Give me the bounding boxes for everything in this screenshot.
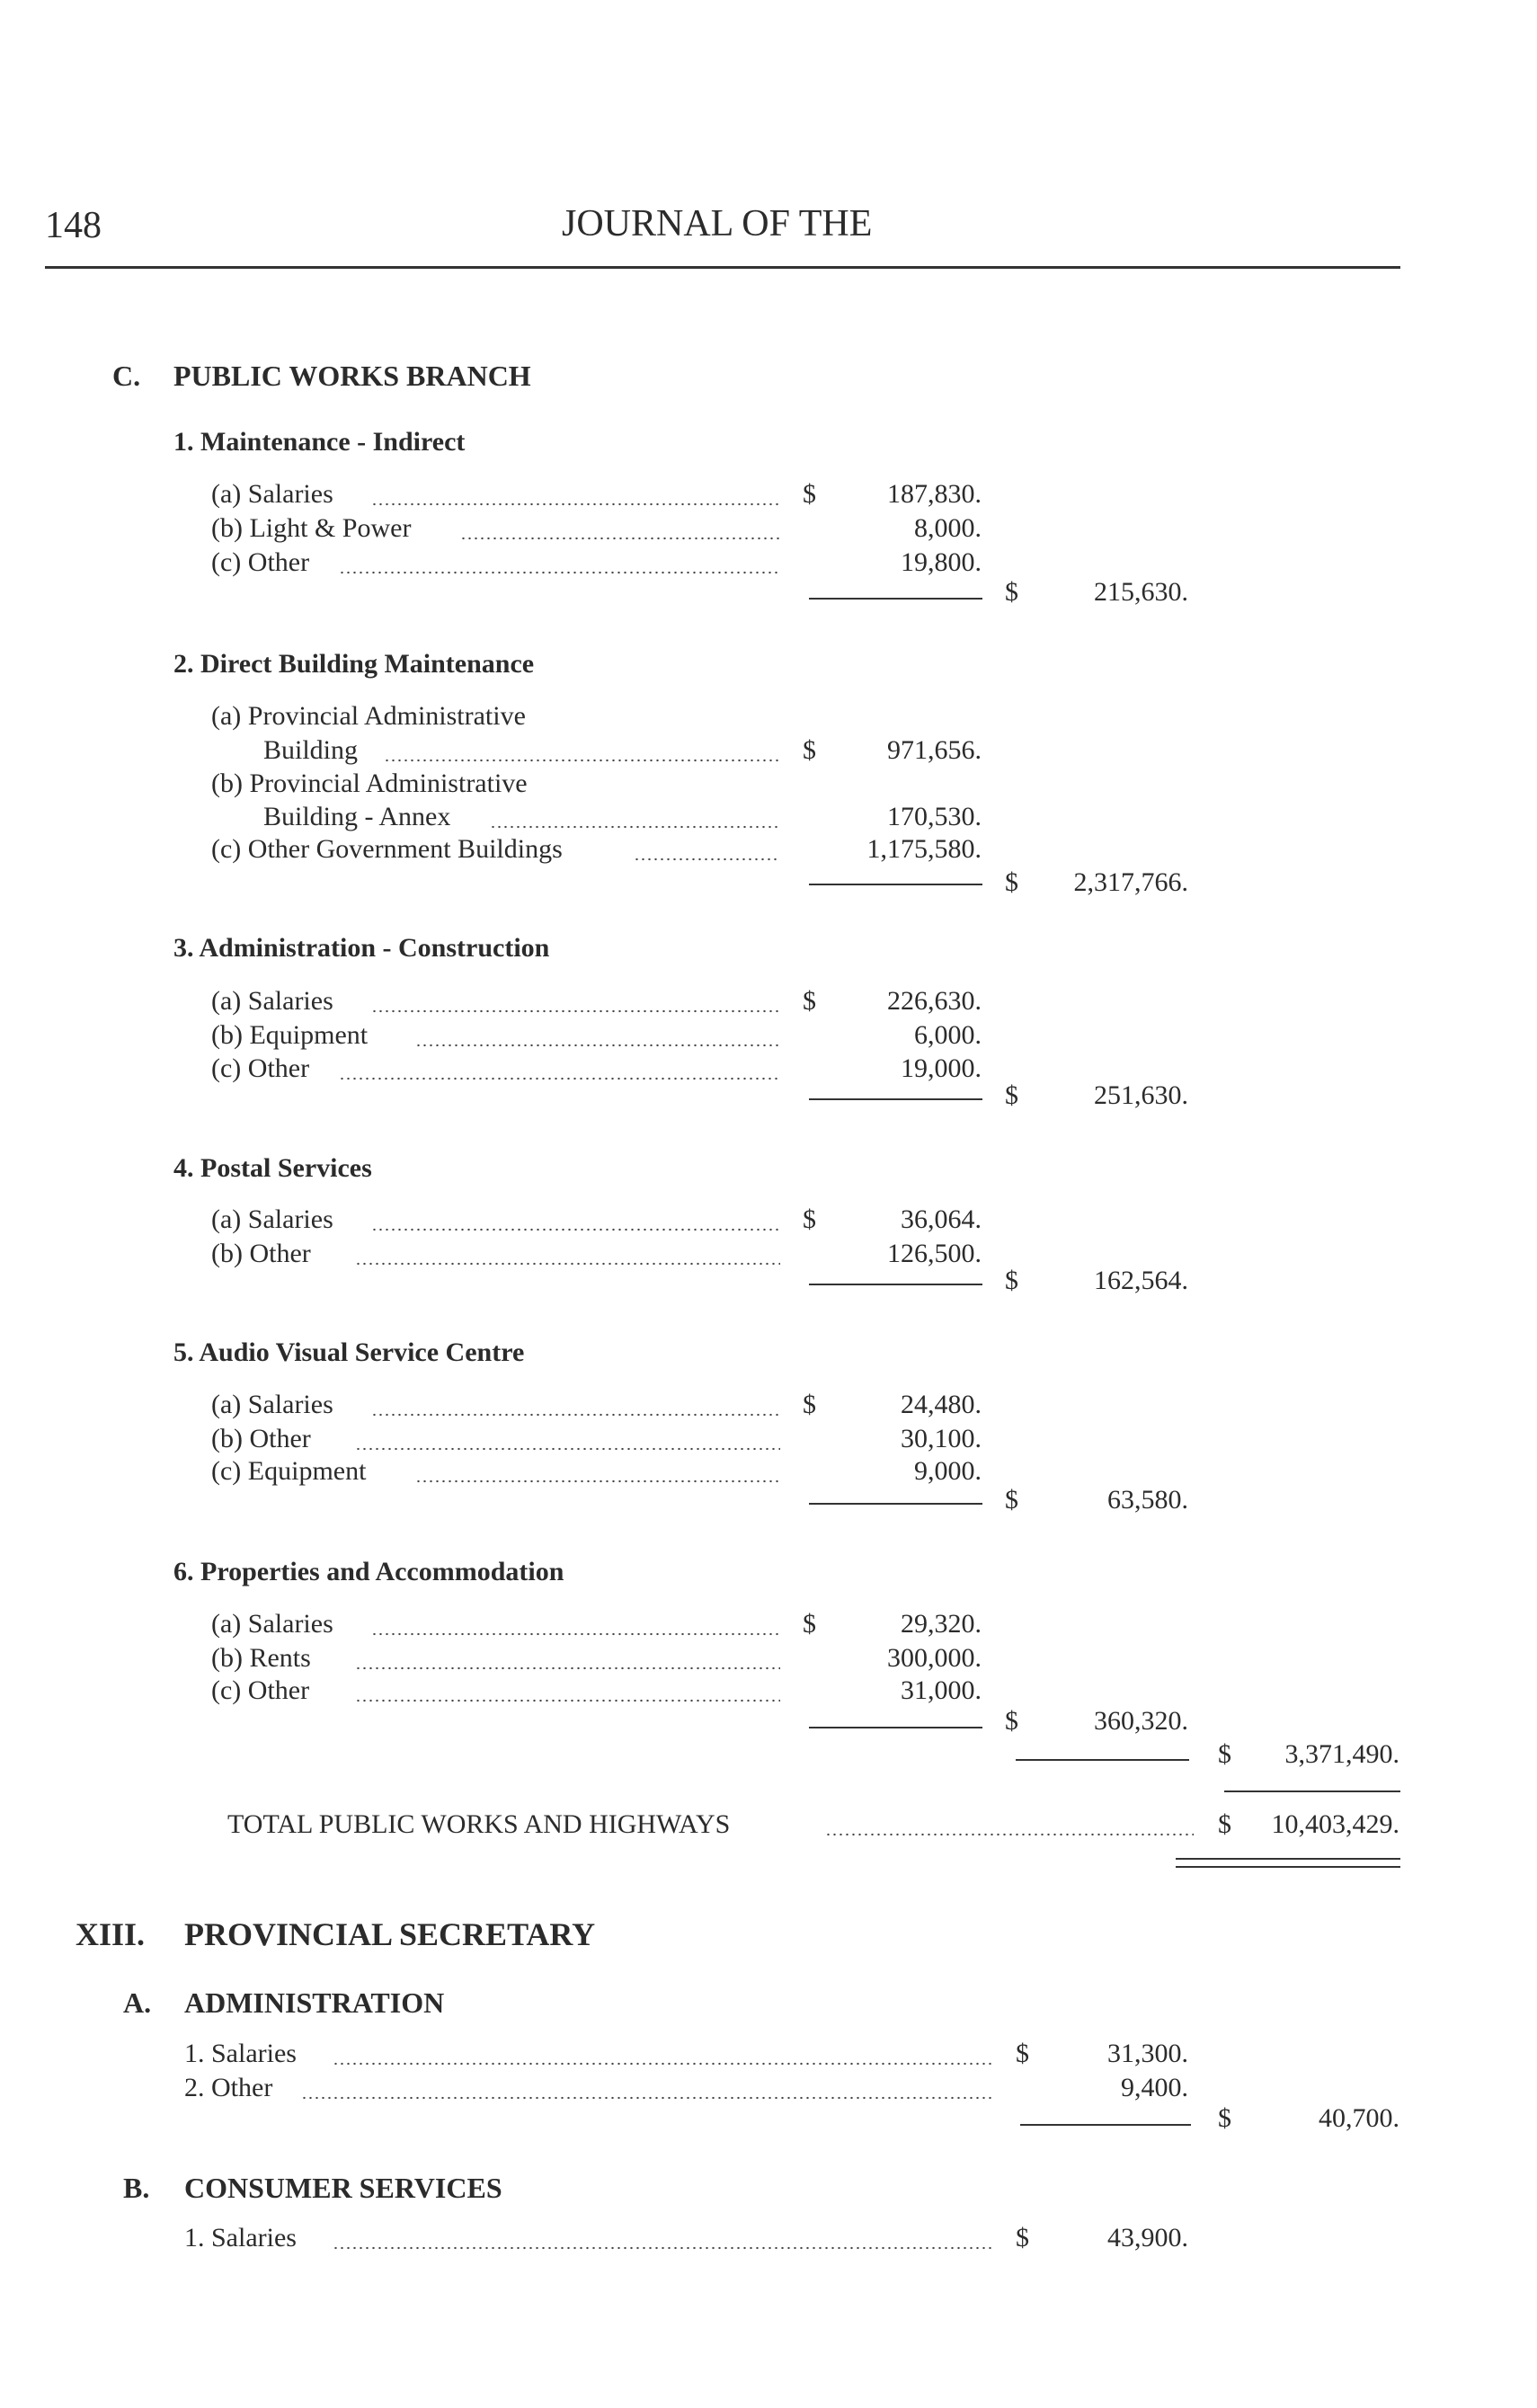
section-title: CONSUMER SERVICES <box>184 2172 502 2204</box>
currency-sign: $ <box>803 735 816 765</box>
dot-leader <box>415 1044 780 1047</box>
item-label: (c) Other Government Buildings <box>211 834 563 864</box>
dot-leader <box>333 2062 991 2066</box>
section-title: PUBLIC WORKS BRANCH <box>173 360 531 392</box>
subsection-heading: 4. Postal Services <box>173 1153 372 1183</box>
subsection-heading: 2. Direct Building Maintenance <box>173 649 535 679</box>
item-amount: 170,530. <box>887 802 982 831</box>
subtotal-rule <box>809 1503 982 1505</box>
subsection-heading: 5. Audio Visual Service Centre <box>173 1337 525 1367</box>
item-label: 1. Salaries <box>184 2039 297 2068</box>
item-amount: 187,830. <box>887 479 982 509</box>
section-letter: C. <box>112 360 141 392</box>
item-label: 1. Salaries <box>184 2223 297 2253</box>
item-label: (a) Salaries <box>211 1390 333 1419</box>
currency-sign: $ <box>803 986 816 1016</box>
dot-leader <box>634 857 780 861</box>
dot-leader <box>415 1479 780 1483</box>
grand-total-amount: 10,403,429. <box>1271 1809 1399 1839</box>
dot-leader <box>371 502 780 506</box>
page-title: JOURNAL OF THE <box>562 203 873 244</box>
item-label: (b) Rents <box>211 1643 311 1673</box>
item-label-continued: Building <box>263 735 359 765</box>
double-rule-bottom <box>1176 1866 1400 1868</box>
double-rule-top <box>1176 1858 1400 1860</box>
dot-leader <box>825 1833 1194 1836</box>
currency-sign: $ <box>1016 2039 1029 2068</box>
grand-total-rule <box>1224 1790 1400 1792</box>
item-amount: 971,656. <box>887 735 982 765</box>
dot-leader <box>301 2096 991 2100</box>
dot-leader <box>339 1077 780 1080</box>
item-amount: 31,000. <box>901 1675 982 1705</box>
branch-total-rule <box>1016 1759 1189 1761</box>
subtotal-amount: 215,630. <box>1094 577 1188 607</box>
subtotal-rule <box>809 884 982 885</box>
currency-sign: $ <box>1218 2103 1231 2133</box>
currency-sign: $ <box>1005 1485 1018 1515</box>
currency-sign: $ <box>1005 867 1018 897</box>
item-amount: 19,800. <box>901 547 982 577</box>
subtotal-amount: 2,317,766. <box>1073 867 1188 897</box>
subtotal-amount: 63,580. <box>1107 1485 1188 1515</box>
dot-leader <box>384 759 780 762</box>
item-amount: 31,300. <box>1107 2039 1188 2068</box>
item-amount: 30,100. <box>901 1424 982 1453</box>
currency-sign: $ <box>1218 1739 1231 1769</box>
subtotal-rule <box>809 1284 982 1285</box>
item-label: (c) Other <box>211 1675 310 1705</box>
subsection-heading: 6. Properties and Accommodation <box>173 1557 564 1586</box>
dot-leader <box>355 1447 780 1451</box>
item-label: (b) Light & Power <box>211 513 412 543</box>
currency-sign: $ <box>803 479 816 509</box>
item-amount: 6,000. <box>914 1020 982 1050</box>
dot-leader <box>339 571 780 574</box>
dot-leader <box>333 2246 991 2250</box>
subtotal-amount: 162,564. <box>1094 1266 1188 1295</box>
item-amount: 9,400. <box>1121 2073 1188 2102</box>
subsection-heading: 3. Administration - Construction <box>173 933 550 963</box>
subtotal-rule <box>809 1098 982 1100</box>
currency-sign: $ <box>803 1204 816 1234</box>
currency-sign: $ <box>1016 2223 1029 2253</box>
item-label-continued: Building - Annex <box>263 802 451 831</box>
item-label: (c) Equipment <box>211 1456 367 1486</box>
subtotal-rule <box>1020 2124 1191 2126</box>
item-amount: 126,500. <box>887 1239 982 1268</box>
section-numeral: XIII. <box>76 1916 146 1952</box>
section-title: PROVINCIAL SECRETARY <box>184 1916 596 1952</box>
item-amount: 1,175,580. <box>866 834 982 864</box>
item-amount: 19,000. <box>901 1053 982 1083</box>
item-label: (c) Other <box>211 547 310 577</box>
item-label: (b) Other <box>211 1424 311 1453</box>
currency-sign: $ <box>1005 1706 1018 1736</box>
item-label: (c) Other <box>211 1053 310 1083</box>
subtotal-rule <box>809 598 982 600</box>
currency-sign: $ <box>1005 1266 1018 1295</box>
currency-sign: $ <box>803 1390 816 1419</box>
item-label: 2. Other <box>184 2073 273 2102</box>
item-label: (a) Salaries <box>211 1204 333 1234</box>
section-letter: A. <box>123 1986 152 2019</box>
item-amount: 43,900. <box>1107 2223 1188 2253</box>
item-amount: 24,480. <box>901 1390 982 1419</box>
grand-total-label: TOTAL PUBLIC WORKS AND HIGHWAYS <box>227 1809 731 1839</box>
dot-leader <box>490 825 780 829</box>
item-amount: 36,064. <box>901 1204 982 1234</box>
item-label: (b) Other <box>211 1239 311 1268</box>
subtotal-rule <box>809 1727 982 1728</box>
item-amount: 29,320. <box>901 1609 982 1639</box>
dot-leader <box>460 537 780 540</box>
item-label: (a) Provincial Administrative <box>211 701 526 731</box>
item-amount: 9,000. <box>914 1456 982 1486</box>
dot-leader <box>371 1009 780 1013</box>
item-amount: 226,630. <box>887 986 982 1016</box>
section-title: ADMINISTRATION <box>184 1986 445 2019</box>
dot-leader <box>371 1632 780 1636</box>
dot-leader <box>371 1228 780 1231</box>
branch-total-amount: 3,371,490. <box>1284 1739 1399 1769</box>
item-amount: 8,000. <box>914 513 982 543</box>
item-amount: 300,000. <box>887 1643 982 1673</box>
item-label: (a) Salaries <box>211 1609 333 1639</box>
subsection-heading: 1. Maintenance - Indirect <box>173 427 466 457</box>
currency-sign: $ <box>1005 577 1018 607</box>
subtotal-amount: 251,630. <box>1094 1080 1188 1110</box>
subtotal-amount: 360,320. <box>1094 1706 1188 1736</box>
currency-sign: $ <box>803 1609 816 1639</box>
page-number: 148 <box>45 205 102 246</box>
item-label: (b) Equipment <box>211 1020 369 1050</box>
section-total-amount: 40,700. <box>1319 2103 1399 2133</box>
section-letter: B. <box>123 2172 150 2204</box>
currency-sign: $ <box>1005 1080 1018 1110</box>
item-label: (b) Provincial Administrative <box>211 769 528 798</box>
item-label: (a) Salaries <box>211 479 333 509</box>
dot-leader <box>355 1666 780 1670</box>
item-label: (a) Salaries <box>211 986 333 1016</box>
dot-leader <box>355 1699 780 1702</box>
dot-leader <box>371 1413 780 1417</box>
currency-sign: $ <box>1218 1809 1231 1839</box>
header-rule <box>45 266 1400 269</box>
dot-leader <box>355 1262 780 1266</box>
